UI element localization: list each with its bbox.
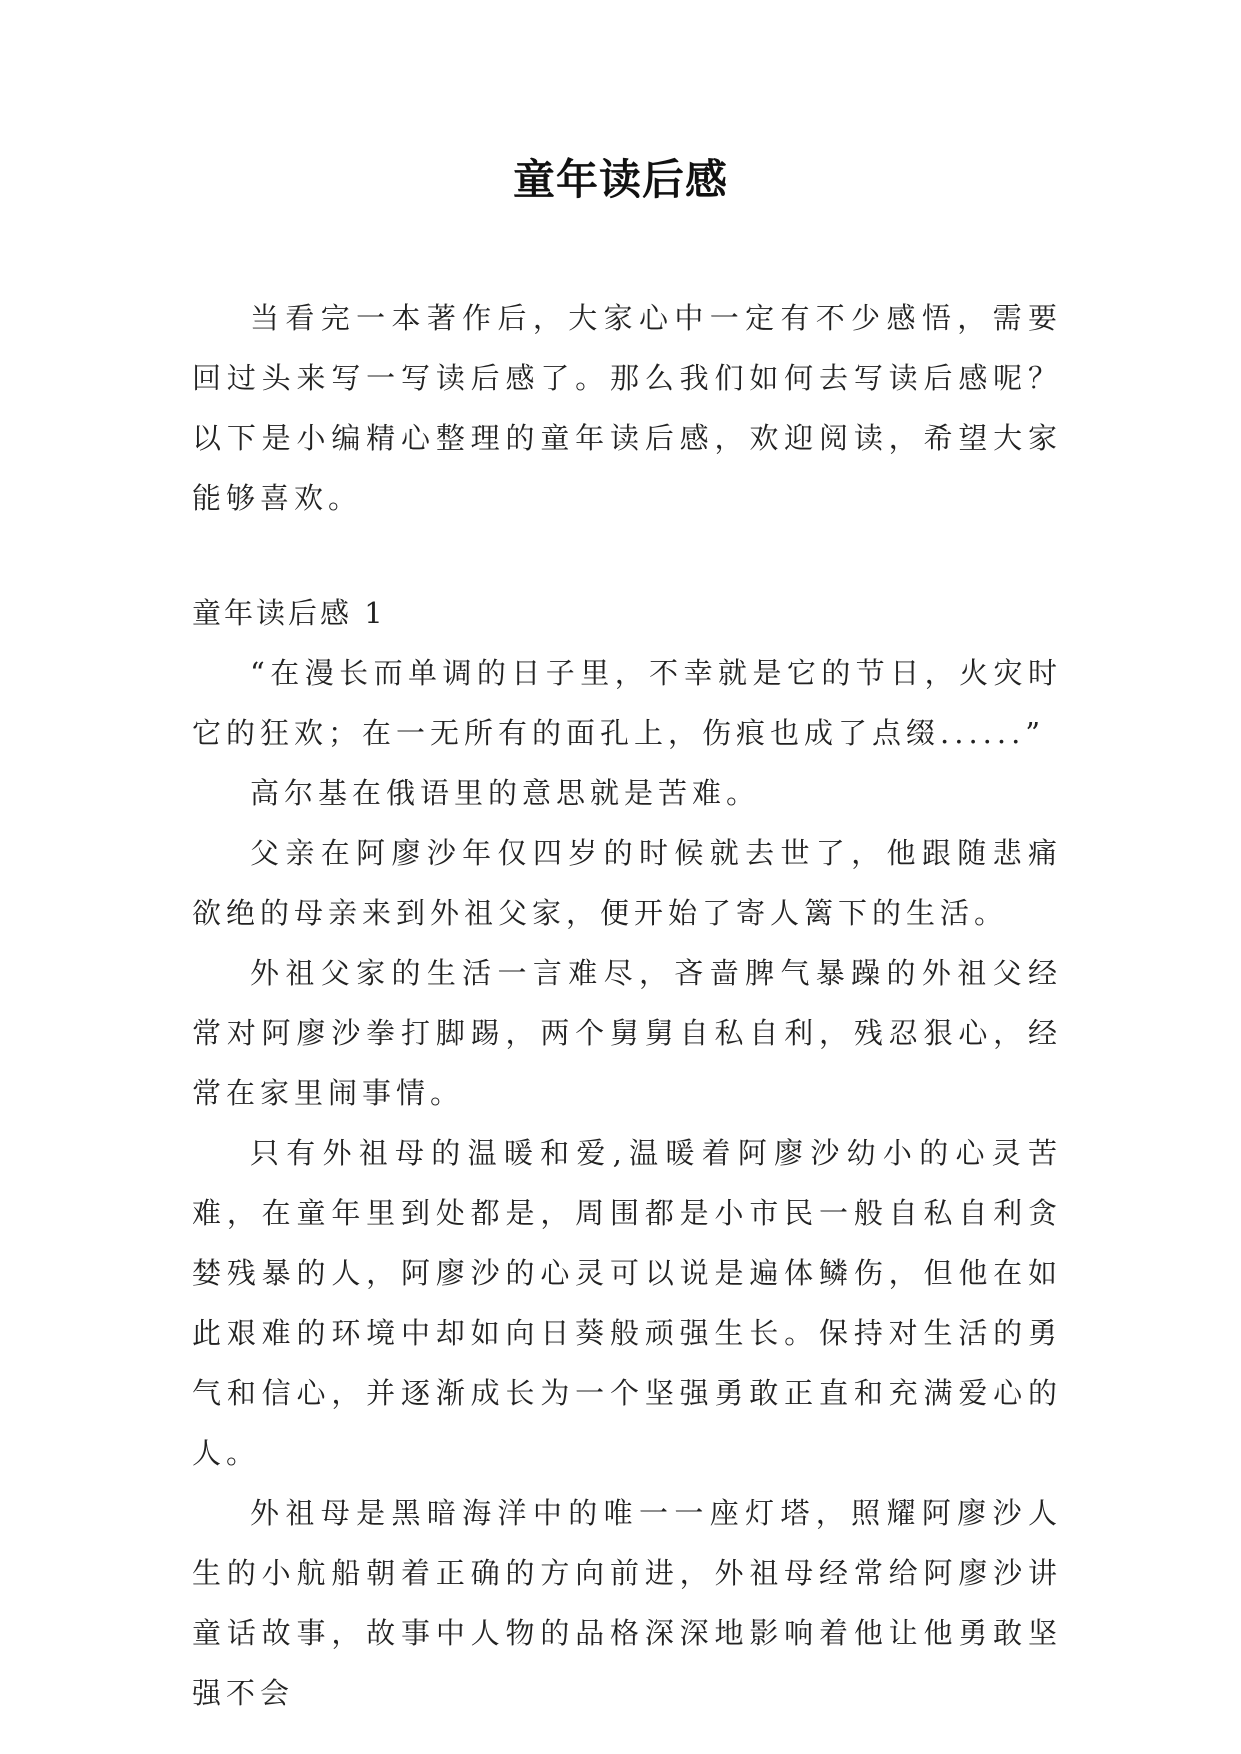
intro-paragraph: 当看完一本著作后，大家心中一定有不少感悟，需要回过头来写一写读后感了。那么我们如何去写读后感呢？以下是小编精心整理的童年读后感，欢迎阅读，希望大家能够喜欢。: [192, 301, 1062, 515]
intro-section: [192, 288, 1062, 528]
section-heading: 童年读后感 1: [192, 596, 386, 630]
paragraph-gorky: 高尔基在俄语里的意思就是苦难。: [250, 776, 761, 810]
paragraph-grandmother-love: 只有外祖母的温暖和爱,温暖着阿廖沙幼小的心灵苦难，在童年里到处都是，周围都是小市民一般自私自利贪婪残暴的人，阿廖沙的心灵可以说是遍体鳞伤，但他在如此艰难的环境中却如向日葵般顽强生长。保持对生活的勇气和信心，并逐渐成长为一个坚强勇敢正直和充满爱心的人。: [192, 1136, 1062, 1470]
paragraph-quote: “在漫长而单调的日子里，不幸就是它的节日，火灾时它的狂欢；在一无所有的面孔上，伤痕也成了点缀......”: [192, 656, 1062, 750]
document-title: 童年读后感: [512, 155, 728, 204]
paragraph-lighthouse: 外祖母是黑暗海洋中的唯一一座灯塔，照耀阿廖沙人生的小航船朝着正确的方向前进，外祖母经常给阿廖沙讲童话故事，故事中人物的品格深深地影响着他让他勇敢坚强不会: [192, 1496, 1062, 1710]
paragraph-grandfather: 外祖父家的生活一言难尽，吝啬脾气暴躁的外祖父经常对阿廖沙拳打脚踢，两个舅舅自私自利，残忍狠心，经常在家里闹事情。: [192, 956, 1062, 1110]
essay-section: [192, 583, 1062, 1723]
paragraph-father: 父亲在阿廖沙年仅四岁的时候就去世了，他跟随悲痛欲绝的母亲来到外祖父家，便开始了寄人篱下的生活。: [192, 836, 1062, 930]
